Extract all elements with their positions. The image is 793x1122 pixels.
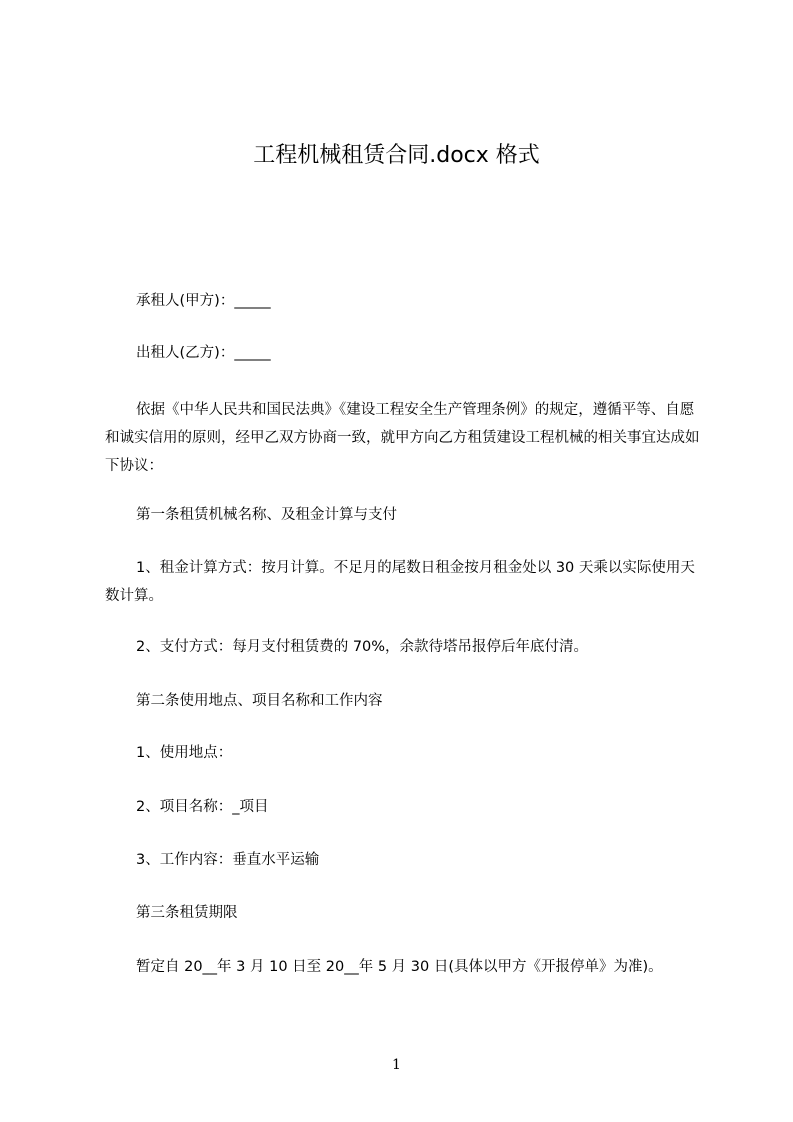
article-3-heading: 第三条租赁期限: [136, 905, 238, 921]
document-title: 工程机械租赁合同.docx 格式: [253, 143, 540, 168]
article-2-clause-3: 3、工作内容：垂直水平运输: [136, 852, 320, 868]
article-2-clause-2: 2、项目名称：_项目: [136, 799, 269, 815]
article-1-heading: 第一条租赁机械名称、及租金计算与支付: [136, 507, 397, 523]
article-2-heading: 第二条使用地点、项目名称和工作内容: [136, 693, 383, 709]
article-1-clause-1: 1、租金计算方式：按月计算。不足月的尾数日租金按月租金处以 30 天乘以实际使用天数计算。: [105, 560, 695, 604]
article-1-clause-2: 2、支付方式：每月支付租赁费的 70%，余款待塔吊报停后年底付清。: [136, 639, 589, 655]
article-2-clause-1: 1、使用地点：: [136, 745, 233, 761]
article-3-clause: 暂定自 20__年 3 月 10 日至 20__年 5 月 30 日(具体以甲方《开报停单》为准)。: [136, 959, 663, 975]
lessor-line: 出租人(乙方)：_____: [136, 345, 271, 361]
lessee-line: 承租人(甲方)：_____: [136, 293, 271, 309]
page-number: 1: [392, 1057, 401, 1073]
preamble-paragraph: 依据《中华人民共和国民法典》《建设工程安全生产管理条例》的规定，遵循平等、自愿和诚实信用的原则，经甲乙双方协商一致，就甲方向乙方租赁建设工程机械的相关事宜达成如下协议：: [105, 402, 700, 474]
